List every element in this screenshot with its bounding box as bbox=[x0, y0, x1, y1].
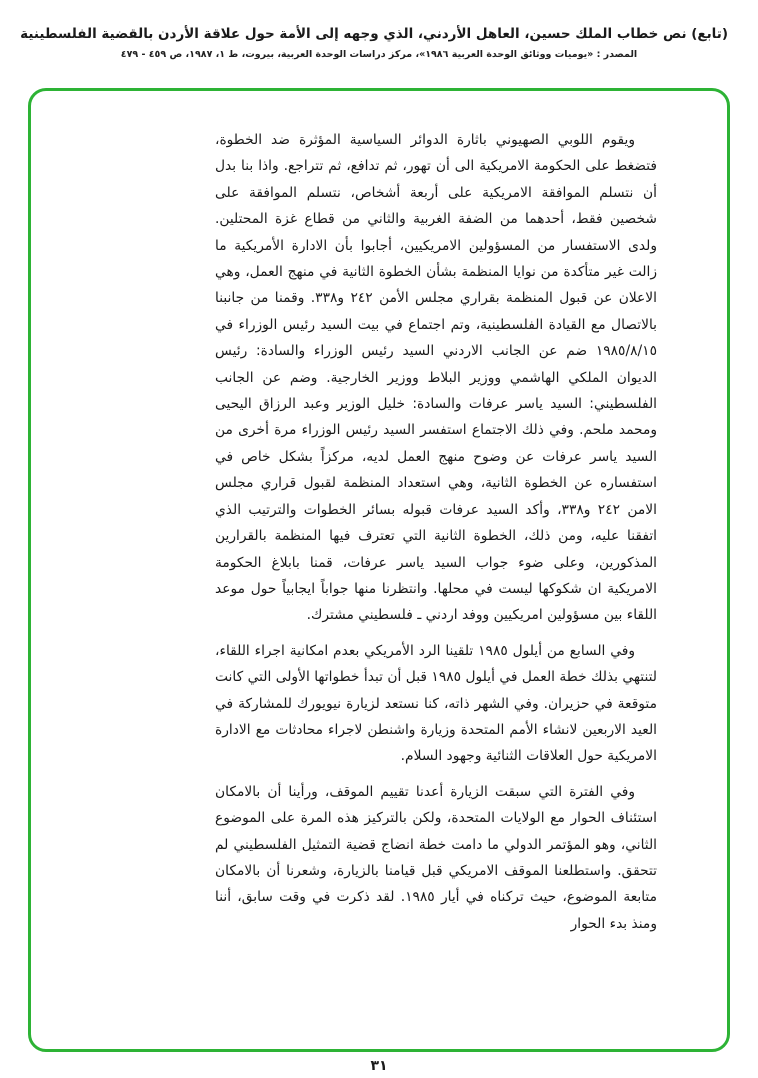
body-text bbox=[215, 127, 657, 946]
document-title: (تابع) نص خطاب الملك حسين، العاهل الأردني، الذي وجهه إلى الأمة حول علاقة الأردن بالقضية الفلسطينية bbox=[20, 26, 728, 42]
page-number: ٣١ bbox=[370, 1058, 388, 1074]
content-border-box bbox=[28, 88, 730, 1052]
document-header bbox=[20, 24, 728, 61]
source-line: المصدر : «يوميات ووثائق الوحدة العربية ١٩٨٦»، مركز دراسات الوحدة العربية، بيروت، ط ١، ١٩٨٧، ص ٤٥٩ - ٤٧٩ bbox=[120, 49, 638, 61]
paragraph-3: وفي الفترة التي سبقت الزيارة أعدنا تقييم الموقف، ورأينا أن بالامكان استئناف الحوار مع الولايات المتحدة، ولكن بالتركيز هذه المرة على الموضوع الثاني، وهو المؤتمر الدولي ما دامت خطة انضاج قضية التمثيل الفلسطيني لم تتحقق. واستطلعنا الموقف الامريكي قبل قيامنا بالزيارة، وشعرنا أن بالامكان متابعة الموضوع، حيث تركناه في أيار ١٩٨٥. لقد ذكرت في وقت سابق، أننا ومنذ بدء الحوار bbox=[215, 783, 657, 932]
paragraph-1: ويقوم اللوبي الصهيوني باثارة الدوائر السياسية المؤثرة ضد الخطوة، فتضغط على الحكومة الامريكية الى أن تهور، ثم تدافع، ثم تتراجع. واذا بنا بدل أن نتسلم الموافقة الامريكية على أربعة أشخاص، نتسلم الموافقة على شخصين فقط، أحدهما من الضفة الغربية والثاني من قطاع غزة المحتلين. ولدى الاستفسار من المسؤولين الامريكيين، أجابوا بأن الادارة الأمريكية ما زالت غير متأكدة من نوايا المنظمة بشأن الخطوة الثانية في منهج العمل، وهي الاعلان عن قبول المنظمة بقراري مجلس الأمن ٢٤٢ و٣٣٨. وقمنا من جانبنا بالاتصال مع القيادة الفلسطينية، وتم اجتماع في بيت السيد رئيس الوزراء في ١٩٨٥/٨/١٥ ضم عن الجانب الاردني السيد رئيس الوزراء والسادة: رئيس الديوان الملكي الهاشمي ووزير البلاط ووزير الخارجية. وضم عن الجانب الفلسطيني: السيد ياسر عرفات والسادة: خليل الوزير وعبد الرزاق اليحيى ومحمد ملحم. وفي ذلك الاجتماع استفسر السيد رئيس الوزراء مرة أخرى من السيد ياسر عرفات عن وضوح منهج العمل لديه، مركزاً بشكل خاص في استفساره عن الخطوة الثانية، وهي استعداد المنظمة لقبول قراري مجلس الامن ٢٤٢ و٣٣٨، وأكد السيد عرفات قبوله بسائر الخطوات والترتيب الذي اتفقنا عليه، ومن ذلك، الخطوة الثانية التي تعترف فيها المنظمة بالقرارين المذكورين، وعلى ضوء جواب السيد ياسر عرفات، قمنا بابلاغ الحكومة الامريكية ان شكوكها ليست في محلها. وانتظرنا منها جواباً ايجابياً حول موعد اللقاء بين مسؤولين امريكيين ووفد اردني ـ فلسطيني مشترك. bbox=[215, 132, 657, 624]
paragraph-2: وفي السابع من أيلول ١٩٨٥ تلقينا الرد الأمريكي بعدم امكانية اجراء اللقاء، لتنتهي بذلك خطة العمل في أيلول ١٩٨٥ قبل أن تبدأ خطواتها الأولى التي كانت متوقعة في حزيران. وفي الشهر ذاته، كنا نستعد لزيارة نيويورك للمشاركة في العيد الاربعين لانشاء الأمم المتحدة وزيارة واشنطن لاجراء محادثات مع الادارة الامريكية حول العلاقات الثنائية وجهود السلام. bbox=[215, 642, 657, 765]
